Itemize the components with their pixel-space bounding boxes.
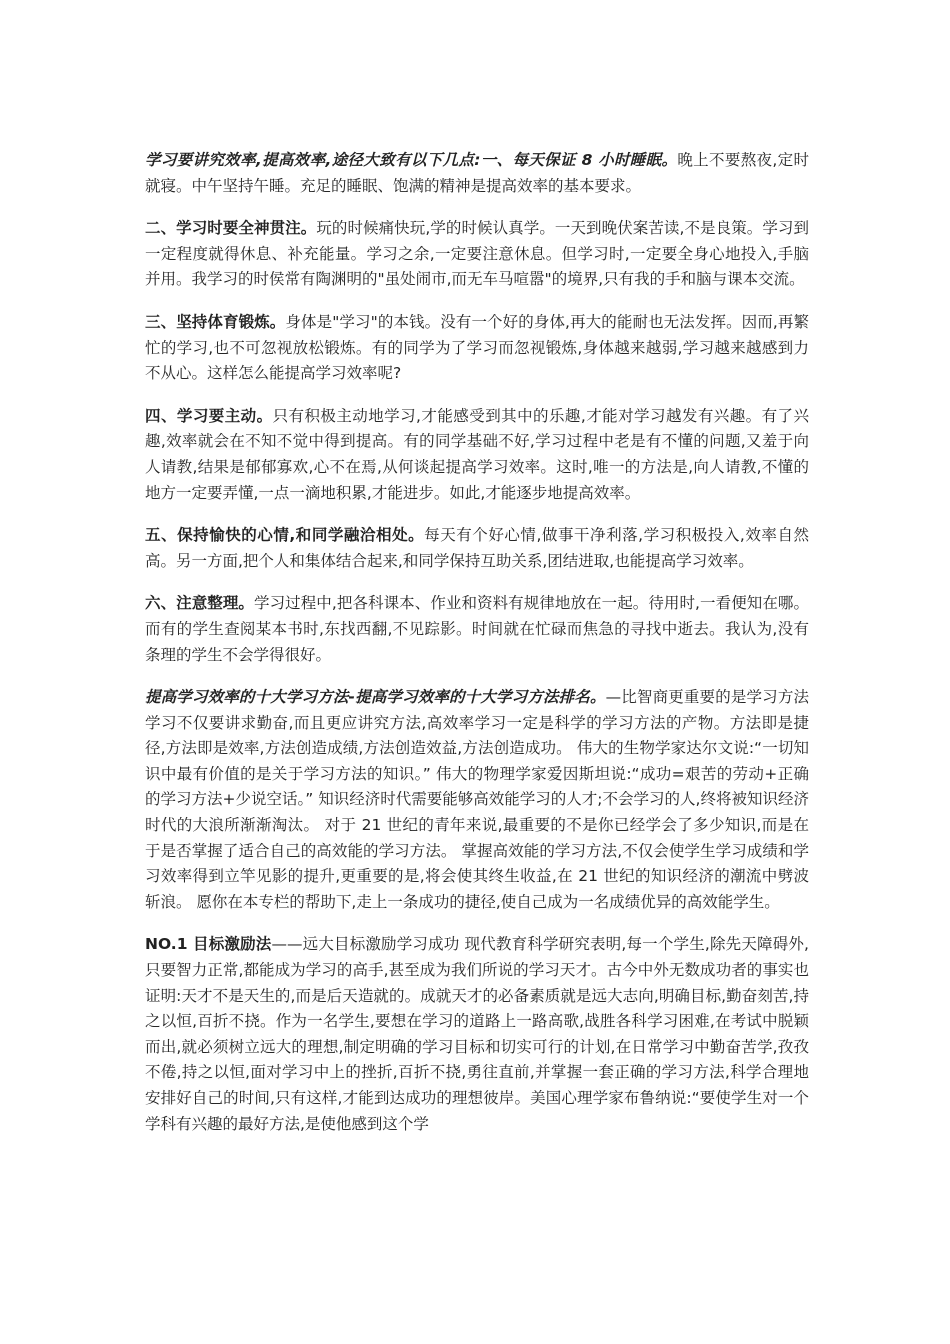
paragraph-lead: 二、学习时要全神贯注。 <box>145 219 317 238</box>
paragraph-lead: 六、注意整理。 <box>145 594 255 613</box>
paragraph-lead: 提高学习效率的十大学习方法-提高学习效率的十大学习方法排名。 <box>145 688 606 707</box>
paragraph-lead: 学习要讲究效率,提高效率,途径大致有以下几点:一、每天保证 8 小时睡眠。 <box>145 151 678 169</box>
paragraph-mood <box>145 523 809 574</box>
paragraph-body: 学习过程中,把各科课本、作业和资料有规律地放在一起。待用时,一看便知在哪。而有的学生查阅某本书时,东找西翻,不见踪影。时间就在忙碌而焦急的寻找中逝去。我认为,没有条理的学生不会学得很好。 <box>145 594 809 664</box>
paragraph-lead: 四、学习要主动。 <box>145 406 273 425</box>
paragraph-body: —比智商更重要的是学习方法 学习不仅要讲求勤奋,而且更应讲究方法,高效率学习一定是科学的学习方法的产物。方法即是捷径,方法即是效率,方法创造成绩,方法创造效益,方法创造成功。 伟大的生物学家达尔文说:“一切知识中最有价值的是关于学习方法的知识。” 伟大的物理学家爱因斯坦说:“成功=艰苦的劳动+正确的学习方法+少说空话。” 知识经济时代需要能够高效能学习的人才;不会学习的人,终将被知识经济时代的大浪所渐渐淘汰。 对于 21 世纪的青年来说,最重要的不是你已经学会了多少知识,而是在于是否掌握了适合自己的高效能的学习方法。 掌握高效能的学习方法,不仅会使学生学习成绩和学习效率得到立竿见影的提升,更重要的是,将会使其终生收益,在 21 世纪的知识经济的潮流中劈波斩浪。 愿你在本专栏的帮助下,走上一条成功的捷径,使自己成为一名成绩优异的高效能学生。 <box>145 688 809 911</box>
paragraph-body: ——远大目标激励学习成功 现代教育科学研究表明,每一个学生,除先天障碍外,只要智力正常,都能成为学习的高手,甚至成为我们所说的学习天才。古今中外无数成功者的事实也证明:天才不是天生的,而是后天造就的。成就天才的必备素质就是远大志向,明确目标,勤奋刻苦,持之以恒,百折不挠。作为一名学生,要想在学习的道路上一路高歌,战胜各科学习困难,在考试中脱颖而出,就必须树立远大的理想,制定明确的学习目标和切实可行的计划,在日常学习中勤奋苦学,孜孜不倦,持之以恒,面对学习中上的挫折,百折不挠,勇往直前,并掌握一套正确的学习方法,科学合理地安排好自己的时间,只有这样,才能到达成功的理想彼岸。美国心理学家布鲁纳说:“要使学生对一个学科有兴趣的最好方法,是使他感到这个学 <box>145 935 809 1133</box>
paragraph-lead: 五、保持愉快的心情,和同学融洽相处。 <box>145 526 425 545</box>
paragraph-body: 玩的时候痛快玩,学的时候认真学。一天到晚伏案苦读,不是良策。学习到一定程度就得休息、补充能量。学习之余,一定要注意休息。但学习时,一定要全身心地投入,手脑并用。我学习的时侯常有陶渊明的"虽处闹市,而无车马喧嚣"的境界,只有我的手和脑与课本交流。 <box>145 219 809 289</box>
paragraph-body: 只有积极主动地学习,才能感受到其中的乐趣,才能对学习越发有兴趣。有了兴趣,效率就会在不知不觉中得到提高。有的同学基础不好,学习过程中老是有不懂的问题,又羞于向人请教,结果是郁郁寡欢,心不在焉,从何谈起提高学习效率。这时,唯一的方法是,向人请教,不懂的地方一定要弄懂,一点一滴地积累,才能进步。如此,才能逐步地提高效率。 <box>145 406 809 502</box>
paragraph-organize <box>145 591 809 668</box>
paragraph-ten-methods <box>145 685 809 915</box>
paragraph-no1-goal <box>145 932 809 1137</box>
paragraph-sleep <box>145 148 809 199</box>
paragraph-lead: 三、坚持体育锻炼。 <box>145 312 286 331</box>
document-page <box>145 148 809 1154</box>
paragraph-body: 晚上不要熬夜,定时就寝。中午坚持午睡。充足的睡眠、饱满的精神是提高效率的基本要求。 <box>145 151 809 195</box>
paragraph-body: 每天有个好心情,做事干净利落,学习积极投入,效率自然高。另一方面,把个人和集体结合起来,和同学保持互助关系,团结进取,也能提高学习效率。 <box>145 526 809 570</box>
paragraph-initiative <box>145 404 809 506</box>
paragraph-exercise <box>145 310 809 387</box>
paragraph-lead: NO.1 目标激励法 <box>145 935 272 954</box>
paragraph-body: 身体是"学习"的本钱。没有一个好的身体,再大的能耐也无法发挥。因而,再繁忙的学习,也不可忽视放松锻炼。有的同学为了学习而忽视锻炼,身体越来越弱,学习越来越感到力不从心。这样怎么能提高学习效率呢? <box>145 312 809 383</box>
paragraph-focus <box>145 216 809 293</box>
